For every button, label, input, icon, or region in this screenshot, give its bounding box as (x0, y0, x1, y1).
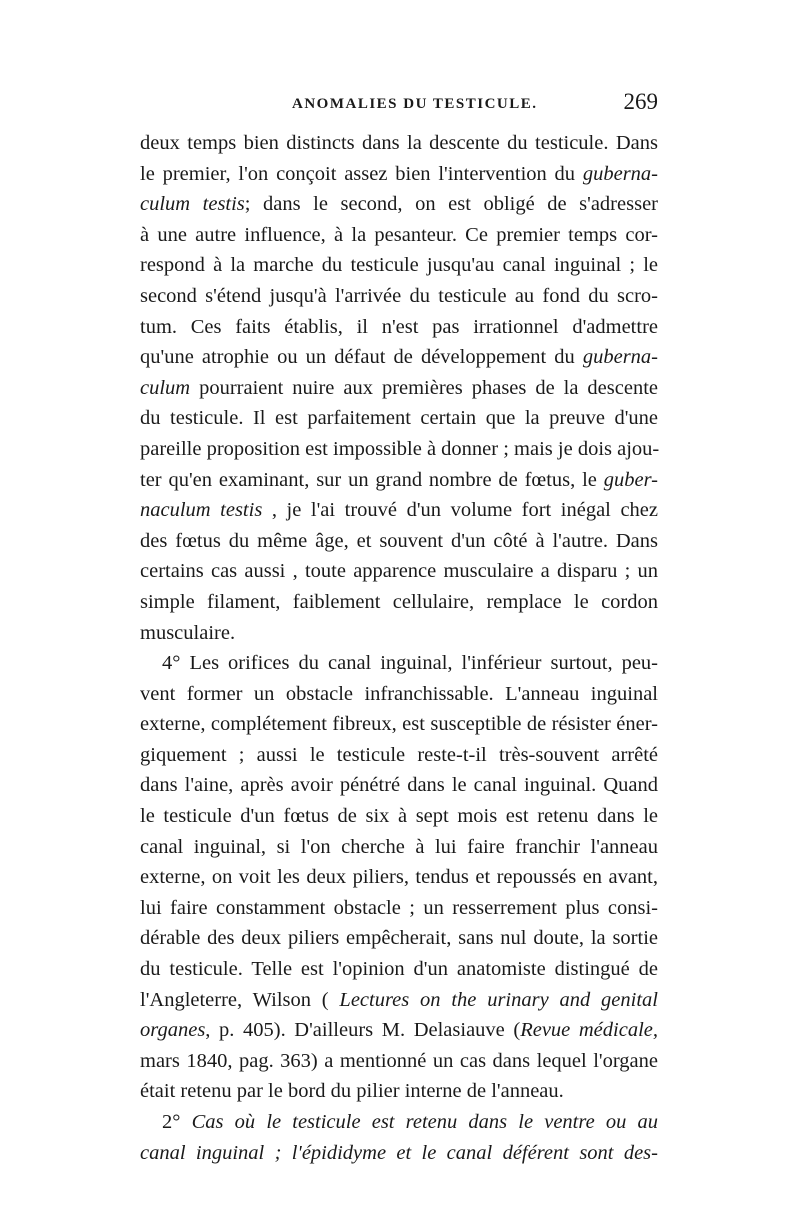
text-line: qu'une atrophie ou un défaut de développement du guberna- (140, 346, 658, 369)
text-line: mars 1840, pag. 363) a mentionné un cas dans lequel l'organe (140, 1049, 658, 1072)
body-text (140, 128, 658, 1168)
text-line: tum. Ces faits établis, il n'est pas irrationnel d'admettre (140, 315, 658, 338)
text-line: du testicule. Il est parfaitement certain que la preuve d'une (140, 407, 658, 430)
text-line: respond à la marche du testicule jusqu'au canal inguinal ; le (140, 254, 658, 277)
running-title: ANOMALIES DU TESTICULE. (292, 96, 538, 112)
text-line: organes, p. 405). D'ailleurs M. Delasiauve (Revue médicale, (140, 1019, 658, 1042)
text-line: dérable des deux piliers empêcherait, sans nul doute, la sortie (140, 927, 658, 950)
text-line: le premier, l'on conçoit assez bien l'intervention du guberna- (140, 162, 658, 185)
paragraph-start-line: 4° Les orifices du canal inguinal, l'inférieur surtout, peu- (162, 652, 658, 675)
text-line: des fœtus du même âge, et souvent d'un côté à l'autre. Dans (140, 529, 658, 552)
text-line: ter qu'en examinant, sur un grand nombre de fœtus, le guber- (140, 468, 658, 491)
text-line: à une autre influence, à la pesanteur. Ce premier temps cor- (140, 223, 658, 246)
text-line: externe, complétement fibreux, est susceptible de résister éner- (140, 713, 658, 736)
running-head (140, 89, 658, 120)
text-line: deux temps bien distincts dans la descente du testicule. Dans (140, 132, 658, 154)
text-line: musculaire. (140, 621, 236, 644)
text-line: canal inguinal ; l'épididyme et le canal déférent sont des- (140, 1141, 658, 1164)
text-line: canal inguinal, si l'on cherche à lui faire franchir l'anneau (140, 835, 658, 858)
paragraph-start-line: 2° Cas où le testicule est retenu dans le ventre ou au (162, 1111, 658, 1133)
text-line: externe, on voit les deux piliers, tendus et repoussés en avant, (140, 866, 658, 889)
text-line: le testicule d'un fœtus de six à sept mois est retenu dans le (140, 805, 658, 828)
text-line: était retenu par le bord du pilier interne de l'anneau. (140, 1080, 564, 1103)
text-line: vent former un obstacle infranchissable. L'anneau inguinal (140, 682, 658, 705)
text-line: culum testis; dans le second, on est obligé de s'adresser (140, 193, 658, 216)
text-line: dans l'aine, après avoir pénétré dans le canal inguinal. Quand (140, 774, 658, 797)
text-line: naculum testis , je l'ai trouvé d'un volume fort inégal chez (140, 499, 658, 522)
text-line: second s'étend jusqu'à l'arrivée du testicule au fond du scro- (140, 284, 658, 307)
text-line: lui faire constamment obstacle ; un resserrement plus consi- (140, 896, 658, 919)
text-line: giquement ; aussi le testicule reste-t-il très-souvent arrêté (140, 743, 658, 766)
text-line: du testicule. Telle est l'opinion d'un anatomiste distingué de (140, 958, 658, 981)
text-line: certains cas aussi , toute apparence musculaire a disparu ; un (140, 560, 658, 583)
text-line: culum pourraient nuire aux premières phases de la descente (140, 376, 658, 399)
text-line: simple filament, faiblement cellulaire, remplace le cordon (140, 590, 658, 613)
page-number: 269 (623, 89, 658, 114)
text-line: l'Angleterre, Wilson ( Lectures on the urinary and genital (140, 988, 658, 1011)
text-line: pareille proposition est impossible à donner ; mais je dois ajou- (140, 437, 660, 460)
